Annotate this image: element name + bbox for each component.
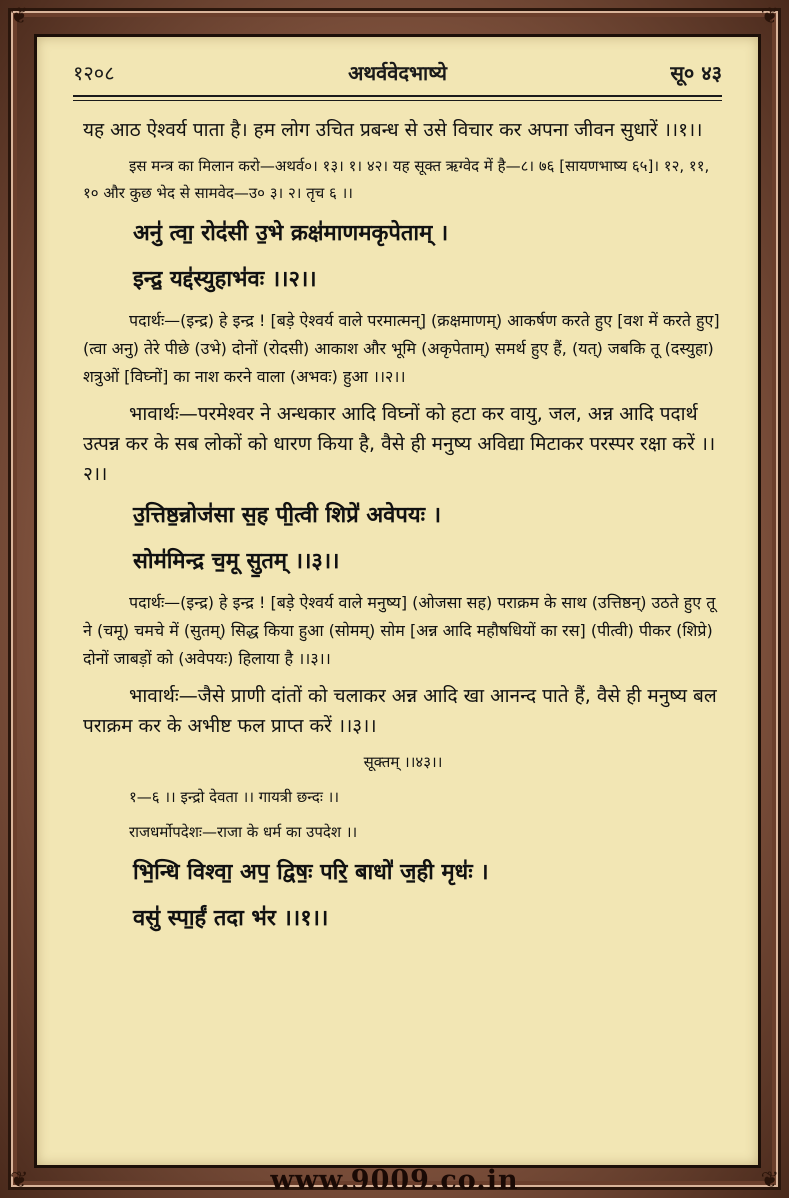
mantra-line: उ॒त्तिष्ठ॒न्नोज॑सा स॒ह पी॒त्वी शिप्रे॑ अवेपयः । [133, 502, 442, 528]
sukta-number: सू० ४३ [670, 61, 722, 85]
bhavartha-paragraph: भावार्थः—जैसे प्राणी दांतों को चलाकर अन्न आदि खा आनन्द पाते हैं, वैसे ही मनुष्य बल पराक्रम कर के अभीष्ट फल प्राप्त करें ।।३।। [83, 685, 717, 737]
padartha-paragraph: पदार्थः—(इन्द्र) हे इन्द्र ! [बड़े ऐश्वर्य वाले परमात्मन्] (क्रक्षमाणम्) आकर्षण करते हुए [वश में करते हुए] (त्वा अनु) तेरे पीछे (उभे) दोनों (रोदसी) आकाश और भूमि (अकृपेताम्) समर्थ हुए हैं, (यत्) जबकि तू (दस्युहा) शत्रुओं [विघ्नों] का नाश करने वाला (अभवः) हुआ ।।२।। [83, 311, 720, 386]
paragraph: यह आठ ऐश्वर्य पाता है। हम लोग उचित प्रबन्ध से उसे विचार कर अपना जीवन सुधारें ।।१।। [83, 119, 703, 141]
mantra-line: वसु॑ स्पा॒र्हं तदा भ॑र ।।१।। [133, 905, 329, 931]
upadesha-line: राजधर्मोपदेशः—राजा के धर्म का उपदेश ।। [129, 823, 358, 841]
sukta-end: सूक्तम् ।।४३।। [363, 753, 443, 771]
devata-line: १—६ ।। इन्द्रो देवता ।। गायत्री छन्दः ।। [129, 788, 340, 806]
corner-ornament-icon: ❦ [760, 1168, 779, 1193]
book-title: अथर्ववेदभाष्ये [348, 61, 447, 85]
mantra-line: सोम॑मिन्द्र च॒मू सु॒तम् ।।३।। [133, 548, 340, 574]
mantra-line: अनु॑ त्वा॒ रोद॑सी उ॒भे क्रक्ष॑माणमकृपेताम् । [133, 220, 449, 246]
book-page [34, 34, 761, 1168]
header-rule [73, 95, 722, 101]
mantra-line: इन्द्र॒ यद्द॑स्युहाभ॑वः ।।२।। [133, 266, 317, 292]
page-content [83, 115, 723, 946]
corner-ornament-icon: ❦ [10, 4, 29, 29]
bhavartha-paragraph: भावार्थः—परमेश्वर ने अन्धकार आदि विघ्नों को हटा कर वायु, जल, अन्न आदि पदार्थ उत्पन्न कर के सब लोकों को धारण किया है, वैसे ही मनुष्य अविद्या मिटाकर परस्पर रक्षा करें ।।२।। [83, 403, 716, 485]
reference-note: इस मन्त्र का मिलान करो—अथर्व०। १३। १। ४२। यह सूक्त ऋग्वेद में है—८। ७६ [सायणभाष्य ६५]। १२, ११, १० और कुछ भेद से सामवेद—उ० ३। २। तृच ६ ।। [83, 157, 710, 202]
padartha-paragraph: पदार्थः—(इन्द्र) हे इन्द्र ! [बड़े ऐश्वर्य वाले मनुष्य] (ओजसा सह) पराक्रम के साथ (उत्तिष्ठन्) उठते हुए तू ने (चमू) चमचे में (सुतम्) सिद्ध किया हुआ (सोमम्) सोम [अन्न आदि महौषधियों का रस] (पीत्वी) पीकर (शिप्रे) दोनों जाबड़ों को (अवेपयः) हिलाया है ।।३।। [83, 593, 716, 668]
page-number: १२०८ [73, 61, 115, 85]
page-header [73, 59, 722, 93]
website-url[interactable]: www.9009.co.in [270, 1165, 519, 1196]
corner-ornament-icon: ❦ [10, 1168, 29, 1193]
corner-ornament-icon: ❦ [760, 4, 779, 29]
mantra-line: भि॒न्धि विश्वा॒ अप॒ द्विषः॒ परि॒ बाधो॑ ज॒ही मृधः॑ । [133, 859, 489, 885]
